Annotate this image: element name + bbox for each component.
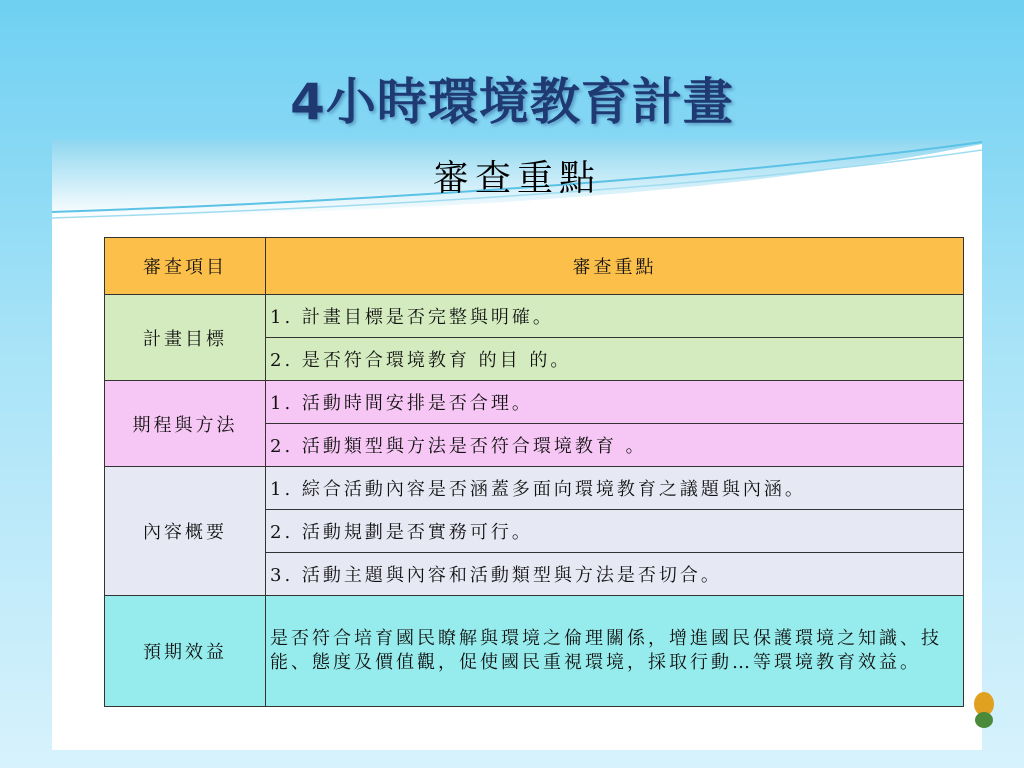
table-row	[105, 381, 964, 424]
table-row	[105, 295, 964, 338]
slide-title: 4小時環境教育計畫	[290, 73, 734, 131]
review-item: 2. 活動規劃是否實務可行。	[266, 510, 964, 553]
panel-heading: 審查重點	[432, 158, 601, 199]
review-item: 2. 是否符合環境教育 的目 的。	[266, 338, 964, 381]
header-points: 審查重點	[266, 238, 964, 295]
review-table	[104, 237, 964, 707]
header-category: 審查項目	[105, 238, 266, 295]
table-row	[105, 467, 964, 510]
review-item: 2. 活動類型與方法是否符合環境教育 。	[266, 424, 964, 467]
category-cell: 計畫目標	[105, 295, 266, 381]
review-item: 1. 計畫目標是否完整與明確。	[266, 295, 964, 338]
review-item: 是否符合培育國民瞭解與環境之倫理關係，增進國民保護環境之知識、技能、態度及價值觀，促使國民重視環境，採取行動…等環境教育效益。	[266, 596, 964, 707]
content-panel	[52, 140, 982, 750]
category-cell: 內容概要	[105, 467, 266, 596]
review-item: 1. 活動時間安排是否合理。	[266, 381, 964, 424]
decoration-icon	[972, 690, 996, 730]
category-cell: 預期效益	[105, 596, 266, 707]
review-item: 3. 活動主題與內容和活動類型與方法是否切合。	[266, 553, 964, 596]
category-cell: 期程與方法	[105, 381, 266, 467]
table-row	[105, 596, 964, 707]
review-item: 1. 綜合活動內容是否涵蓋多面向環境教育之議題與內涵。	[266, 467, 964, 510]
